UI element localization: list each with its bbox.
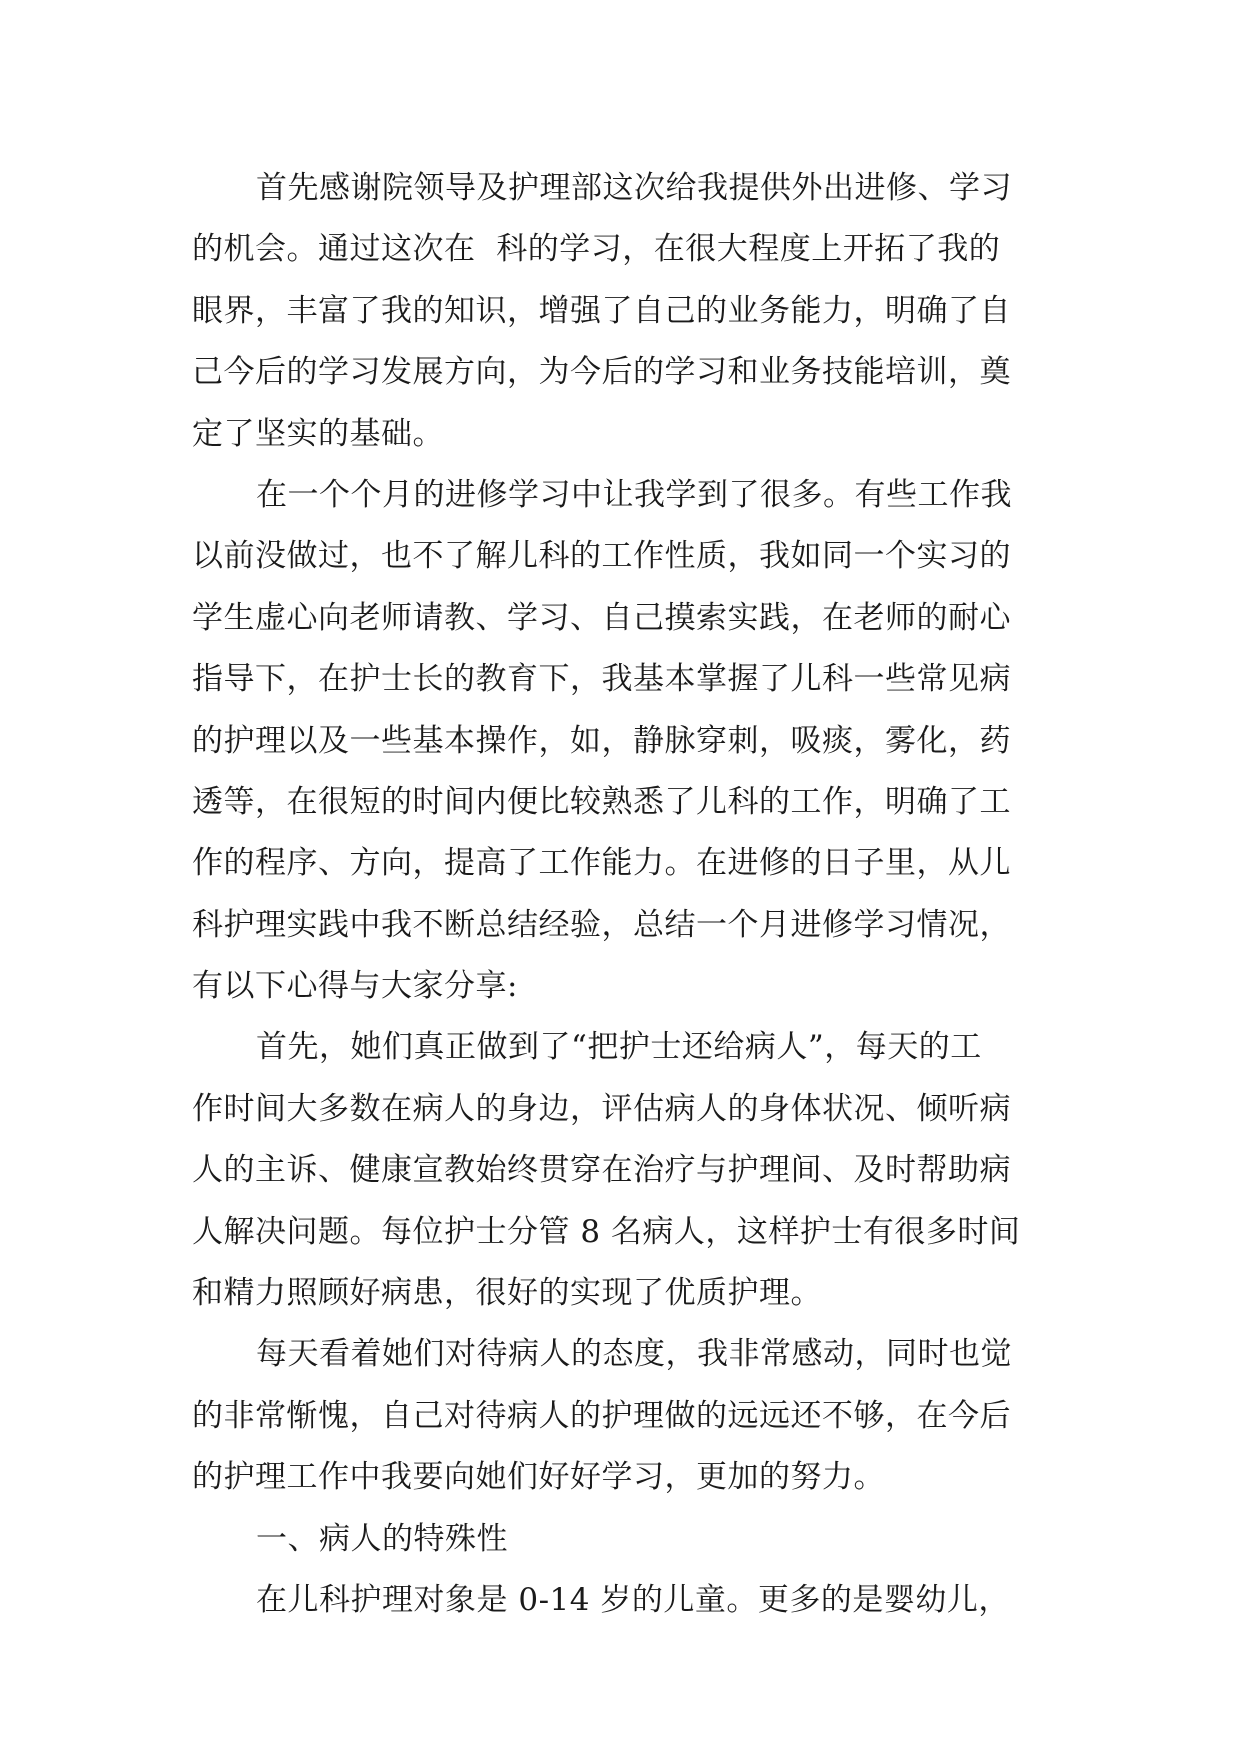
paragraph-line: 的非常惭愧，自己对待病人的护理做的远远还不够，在今后 bbox=[192, 1397, 1011, 1434]
paragraph-line: 的机会。通过这次在 科的学习，在很大程度上开拓了我的 bbox=[192, 231, 1001, 268]
paragraph-line: 己今后的学习发展方向，为今后的学习和业务技能培训，奠 bbox=[192, 354, 1011, 391]
paragraph-line: 学生虚心向老师请教、学习、自己摸索实践，在老师的耐心 bbox=[192, 599, 1011, 636]
paragraph-line: 每天看着她们对待病人的态度，我非常感动，同时也觉 bbox=[256, 1336, 1012, 1373]
section-heading: 一、病人的特殊性 bbox=[256, 1520, 508, 1557]
paragraph-line: 的护理工作中我要向她们好好学习，更加的努力。 bbox=[192, 1459, 885, 1496]
paragraph-line: 的护理以及一些基本操作，如，静脉穿刺，吸痰，雾化，药 bbox=[192, 722, 1011, 759]
paragraph-line: 作的程序、方向，提高了工作能力。在进修的日子里，从儿 bbox=[192, 845, 1011, 882]
paragraph-line: 在儿科护理对象是 0-14 岁的儿童。更多的是婴幼儿， bbox=[256, 1581, 1010, 1618]
paragraph-line: 在一个个月的进修学习中让我学到了很多。有些工作我 bbox=[256, 476, 1012, 513]
paragraph-line: 首先感谢院领导及护理部这次给我提供外出进修、学习 bbox=[256, 170, 1012, 206]
paragraph-line: 作时间大多数在病人的身边，评估病人的身体状况、倾听病 bbox=[192, 1090, 1011, 1127]
paragraph-line: 眼界，丰富了我的知识，增强了自己的业务能力，明确了自 bbox=[192, 292, 1011, 329]
paragraph-line: 首先，她们真正做到了“把护士还给病人”，每天的工 bbox=[256, 1029, 982, 1066]
paragraph-line: 指导下，在护士长的教育下，我基本掌握了儿科一些常见病 bbox=[192, 661, 1011, 698]
paragraph-line: 人解决问题。每位护士分管 8 名病人，这样护士有很多时间 bbox=[192, 1213, 1021, 1250]
paragraph-line: 以前没做过，也不了解儿科的工作性质，我如同一个实习的 bbox=[192, 538, 1011, 575]
paragraph-line: 人的主诉、健康宣教始终贯穿在治疗与护理间、及时帮助病 bbox=[192, 1152, 1011, 1189]
paragraph-line: 有以下心得与大家分享: bbox=[192, 968, 518, 1005]
paragraph-line: 科护理实践中我不断总结经验，总结一个月进修学习情况， bbox=[192, 906, 1011, 943]
paragraph-line: 透等，在很短的时间内便比较熟悉了儿科的工作，明确了工 bbox=[192, 783, 1011, 820]
document-body bbox=[192, 158, 1052, 1631]
paragraph-line: 定了坚实的基础。 bbox=[192, 415, 444, 452]
paragraph-line: 和精力照顾好病患，很好的实现了优质护理。 bbox=[192, 1275, 822, 1312]
